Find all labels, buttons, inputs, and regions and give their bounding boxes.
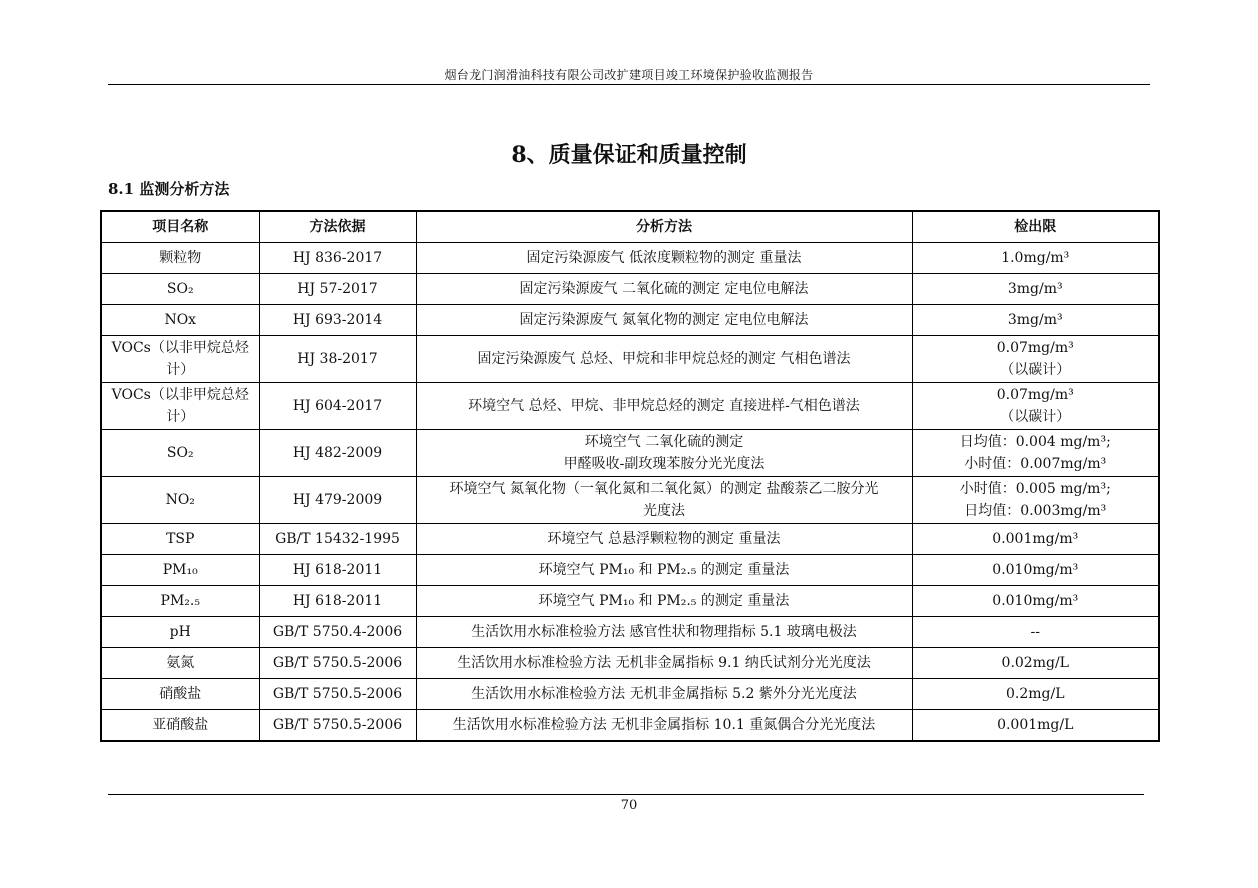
- cell-item-name: [101, 477, 259, 524]
- cell-item-name: [101, 430, 259, 477]
- cell-analysis-method-line: 环境空气 PM₁₀ 和 PM₂.₅ 的测定 重量法: [538, 562, 790, 578]
- cell-item-name: [101, 243, 259, 274]
- cell-detection-limit-line: 0.07mg/m³: [996, 387, 1074, 403]
- cell-method-basis: GB/T 15432-1995: [259, 524, 416, 555]
- cell-detection-limit-line: 0.001mg/L: [997, 717, 1074, 733]
- header-name: 项目名称: [101, 211, 259, 243]
- cell-detection-limit: [912, 430, 1159, 477]
- cell-analysis-method-line: 生活饮用水标准检验方法 无机非金属指标 9.1 纳氏试剂分光光度法: [457, 655, 871, 671]
- cell-analysis-method: [416, 383, 912, 430]
- cell-method-basis: HJ 38-2017: [259, 336, 416, 383]
- cell-detection-limit-line: （以碳计）: [1000, 409, 1071, 425]
- table-row: [101, 477, 1159, 524]
- cell-detection-limit-line: 3mg/m³: [1007, 281, 1063, 297]
- cell-item-name-line: 氨氮: [166, 655, 195, 671]
- cell-detection-limit: [912, 617, 1159, 648]
- cell-item-name-line: VOCs（以非甲烷总烃: [111, 340, 249, 356]
- cell-item-name-line: 计）: [166, 362, 195, 378]
- cell-item-name: [101, 524, 259, 555]
- cell-analysis-method-line: 环境空气 总烃、甲烷、非甲烷总烃的测定 直接进样-气相色谱法: [468, 398, 860, 414]
- cell-detection-limit: [912, 477, 1159, 524]
- cell-detection-limit: [912, 555, 1159, 586]
- cell-analysis-method-line: 环境空气 总悬浮颗粒物的测定 重量法: [547, 531, 781, 547]
- cell-analysis-method: [416, 305, 912, 336]
- cell-detection-limit: [912, 710, 1159, 742]
- cell-item-name-line: 亚硝酸盐: [152, 717, 209, 733]
- cell-detection-limit-line: 0.02mg/L: [1001, 655, 1069, 671]
- cell-analysis-method-line: 环境空气 氮氧化物（一氧化氮和二氧化氮）的测定 盐酸萘乙二胺分光: [449, 481, 879, 497]
- header-divider: [108, 84, 1150, 85]
- cell-item-name-line: SO₂: [166, 281, 194, 297]
- table-row: [101, 305, 1159, 336]
- cell-detection-limit: [912, 679, 1159, 710]
- cell-item-name-line: NOx: [164, 312, 197, 328]
- cell-item-name-line: 颗粒物: [159, 250, 202, 266]
- cell-item-name-line: TSP: [166, 531, 195, 547]
- cell-detection-limit-line: 小时值：0.007mg/m³: [964, 456, 1107, 472]
- cell-item-name-line: NO₂: [165, 492, 195, 508]
- cell-item-name-line: 计）: [166, 409, 195, 425]
- cell-detection-limit: [912, 305, 1159, 336]
- cell-detection-limit: [912, 648, 1159, 679]
- table-row: [101, 679, 1159, 710]
- cell-item-name: [101, 305, 259, 336]
- cell-item-name: [101, 555, 259, 586]
- cell-analysis-method: [416, 710, 912, 742]
- cell-analysis-method-line: 光度法: [643, 503, 685, 519]
- cell-analysis-method-line: 固定污染源废气 低浓度颗粒物的测定 重量法: [526, 250, 802, 266]
- table-row: [101, 336, 1159, 383]
- cell-item-name: [101, 274, 259, 305]
- cell-detection-limit-line: 日均值：0.004 mg/m³;: [959, 434, 1111, 450]
- cell-analysis-method-line: 环境空气 PM₁₀ 和 PM₂.₅ 的测定 重量法: [538, 593, 790, 609]
- cell-detection-limit-line: 0.001mg/m³: [992, 531, 1079, 547]
- table-row: [101, 555, 1159, 586]
- cell-analysis-method-line: 甲醛吸收-副玫瑰苯胺分光光度法: [563, 456, 765, 472]
- cell-detection-limit-line: --: [1030, 624, 1040, 640]
- cell-analysis-method: [416, 243, 912, 274]
- cell-method-basis: HJ 618-2011: [259, 586, 416, 617]
- cell-item-name-line: PM₂.₅: [160, 593, 200, 609]
- header-limit: 检出限: [912, 211, 1159, 243]
- running-header: 烟台龙门润滑油科技有限公司改扩建项目竣工环境保护验收监测报告: [444, 68, 814, 82]
- cell-item-name-line: pH: [169, 624, 191, 640]
- header-method: 分析方法: [416, 211, 912, 243]
- cell-analysis-method-line: 固定污染源废气 二氧化硫的测定 定电位电解法: [519, 281, 809, 297]
- table-row: [101, 383, 1159, 430]
- cell-detection-limit-line: （以碳计）: [1000, 362, 1071, 378]
- cell-analysis-method-line: 环境空气 二氧化硫的测定: [584, 434, 744, 450]
- cell-item-name: [101, 679, 259, 710]
- cell-analysis-method-line: 生活饮用水标准检验方法 感官性状和物理指标 5.1 玻璃电极法: [471, 624, 857, 640]
- table-row: [101, 243, 1159, 274]
- cell-detection-limit: [912, 336, 1159, 383]
- cell-item-name: [101, 648, 259, 679]
- cell-item-name-line: SO₂: [166, 445, 194, 461]
- cell-analysis-method-line: 固定污染源废气 总烃、甲烷和非甲烷总烃的测定 气相色谱法: [477, 351, 851, 367]
- table-body: [101, 243, 1159, 742]
- cell-method-basis: GB/T 5750.4-2006: [259, 617, 416, 648]
- cell-analysis-method: [416, 524, 912, 555]
- cell-method-basis: HJ 604-2017: [259, 383, 416, 430]
- table-row: [101, 430, 1159, 477]
- cell-detection-limit: [912, 586, 1159, 617]
- cell-item-name-line: 硝酸盐: [159, 686, 202, 702]
- cell-item-name: [101, 383, 259, 430]
- cell-analysis-method: [416, 586, 912, 617]
- cell-analysis-method: [416, 679, 912, 710]
- cell-method-basis: HJ 482-2009: [259, 430, 416, 477]
- cell-detection-limit-line: 0.010mg/m³: [992, 593, 1079, 609]
- cell-analysis-method: [416, 477, 912, 524]
- cell-item-name: [101, 710, 259, 742]
- cell-analysis-method-line: 固定污染源废气 氮氧化物的测定 定电位电解法: [519, 312, 809, 328]
- page-number: 70: [620, 798, 638, 813]
- cell-method-basis: GB/T 5750.5-2006: [259, 679, 416, 710]
- cell-detection-limit-line: 日均值：0.003mg/m³: [964, 503, 1107, 519]
- cell-method-basis: HJ 479-2009: [259, 477, 416, 524]
- cell-method-basis: HJ 693-2014: [259, 305, 416, 336]
- cell-method-basis: HJ 618-2011: [259, 555, 416, 586]
- cell-detection-limit-line: 3mg/m³: [1007, 312, 1063, 328]
- cell-detection-limit: [912, 383, 1159, 430]
- cell-item-name: [101, 586, 259, 617]
- cell-detection-limit-line: 1.0mg/m³: [1001, 250, 1070, 266]
- table-row: [101, 586, 1159, 617]
- cell-item-name-line: VOCs（以非甲烷总烃: [111, 387, 249, 403]
- table-row: [101, 710, 1159, 742]
- cell-method-basis: HJ 836-2017: [259, 243, 416, 274]
- cell-detection-limit: [912, 524, 1159, 555]
- cell-method-basis: HJ 57-2017: [259, 274, 416, 305]
- chapter-title: 8、质量保证和质量控制: [511, 142, 747, 168]
- cell-detection-limit-line: 0.2mg/L: [1005, 686, 1065, 702]
- cell-analysis-method: [416, 617, 912, 648]
- header-basis: 方法依据: [259, 211, 416, 243]
- cell-item-name-line: PM₁₀: [162, 562, 198, 578]
- cell-analysis-method: [416, 274, 912, 305]
- cell-detection-limit: [912, 243, 1159, 274]
- section-title: 8.1 监测分析方法: [108, 180, 230, 198]
- cell-analysis-method: [416, 336, 912, 383]
- cell-detection-limit-line: 小时值：0.005 mg/m³;: [959, 481, 1111, 497]
- cell-method-basis: GB/T 5750.5-2006: [259, 648, 416, 679]
- cell-item-name: [101, 617, 259, 648]
- table-row: [101, 617, 1159, 648]
- table-row: [101, 524, 1159, 555]
- table-row: [101, 648, 1159, 679]
- cell-analysis-method-line: 生活饮用水标准检验方法 无机非金属指标 5.2 紫外分光光度法: [471, 686, 857, 702]
- cell-analysis-method: [416, 648, 912, 679]
- cell-detection-limit-line: 0.07mg/m³: [996, 340, 1074, 356]
- cell-analysis-method: [416, 555, 912, 586]
- table-header-row: [101, 211, 1159, 243]
- footer-divider: [108, 794, 1144, 795]
- table-row: [101, 274, 1159, 305]
- cell-item-name: [101, 336, 259, 383]
- methods-table: [100, 210, 1160, 742]
- cell-analysis-method: [416, 430, 912, 477]
- cell-analysis-method-line: 生活饮用水标准检验方法 无机非金属指标 10.1 重氮偶合分光光度法: [452, 717, 876, 733]
- cell-method-basis: GB/T 5750.5-2006: [259, 710, 416, 742]
- cell-detection-limit-line: 0.010mg/m³: [992, 562, 1079, 578]
- cell-detection-limit: [912, 274, 1159, 305]
